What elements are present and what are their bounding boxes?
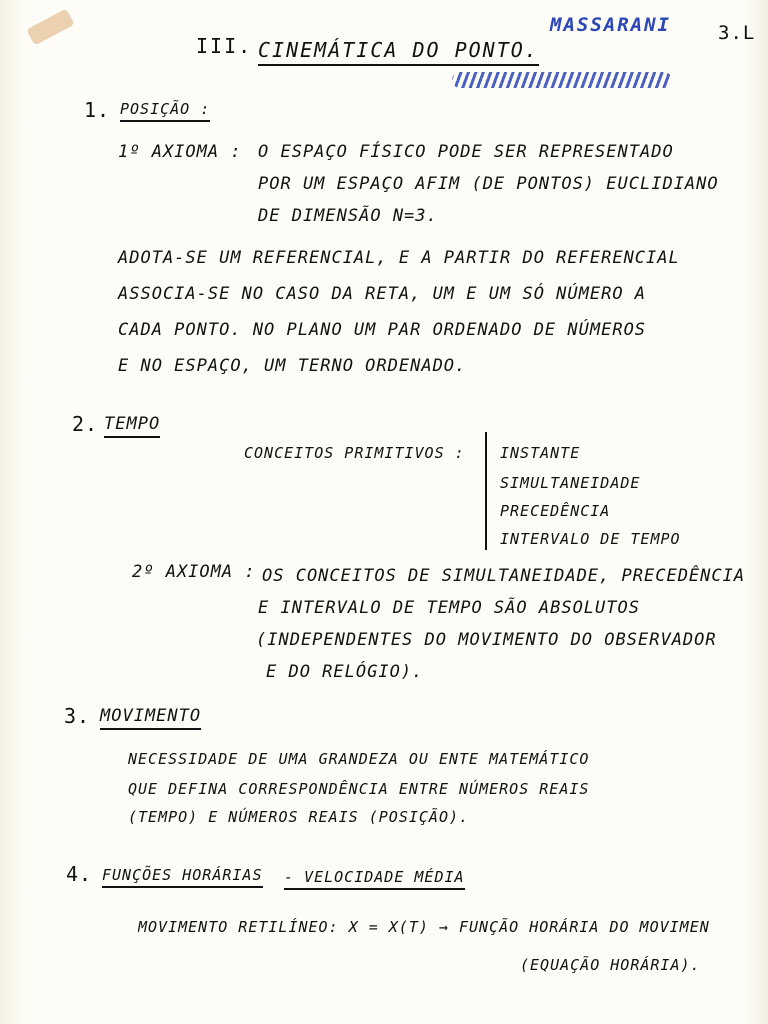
position-paragraph-line: E NO ESPAÇO, UM TERNO ORDENADO. <box>118 356 467 376</box>
position-paragraph-line: ASSOCIA-SE NO CASO DA RETA, UM E UM SÓ NÚMERO A <box>118 284 647 304</box>
page-code: 3.L <box>718 22 756 44</box>
section-4-heading: FUNÇÕES HORÁRIAS <box>102 866 263 888</box>
author-name: MASSARANI <box>550 14 671 36</box>
movement-line: QUE DEFINA CORRESPONDÊNCIA ENTRE NÚMEROS REAIS <box>128 780 590 798</box>
section-3-heading: MOVIMENTO <box>100 706 201 730</box>
section-1-heading: POSIÇÃO : <box>120 100 210 122</box>
section-2-heading: TEMPO <box>104 414 160 438</box>
axiom-1-label: 1º AXIOMA : <box>118 142 242 162</box>
axiom-2-line: OS CONCEITOS DE SIMULTANEIDADE, PRECEDÊNCIA <box>262 566 746 586</box>
section-3-number: 3. <box>64 704 91 728</box>
position-paragraph-line: CADA PONTO. NO PLANO UM PAR ORDENADO DE NÚMEROS <box>118 320 647 340</box>
concept-item: SIMULTANEIDADE <box>500 474 641 492</box>
scribbled-out-text <box>452 72 672 88</box>
movement-line: NECESSIDADE DE UMA GRANDEZA OU ENTE MATEMÁTICO <box>128 750 590 768</box>
movement-line: (TEMPO) E NÚMEROS REAIS (POSIÇÃO). <box>128 808 470 826</box>
section-1-number: 1. <box>84 98 111 122</box>
time-equation-note: (EQUAÇÃO HORÁRIA). <box>520 956 701 974</box>
section-4-number: 4. <box>66 862 93 886</box>
concepts-label: CONCEITOS PRIMITIVOS : <box>244 444 465 462</box>
axiom-2-line: E DO RELÓGIO). <box>266 662 424 682</box>
concept-item: INTERVALO DE TEMPO <box>500 530 681 548</box>
concept-item: INSTANTE <box>500 444 581 462</box>
paper-stain <box>26 8 74 45</box>
concept-item: PRECEDÊNCIA <box>500 502 611 520</box>
section-2-number: 2. <box>72 412 99 436</box>
rectilinear-motion-line: MOVIMENTO RETILÍNEO: X = X(T) → FUNÇÃO HORÁRIA DO MOVIMEN <box>138 918 710 936</box>
page-title: CINEMÁTICA DO PONTO. <box>258 38 539 66</box>
axiom-1-line: DE DIMENSÃO N=3. <box>258 206 438 226</box>
section-roman-numeral: III. <box>196 34 253 58</box>
axiom-1-line: O ESPAÇO FÍSICO PODE SER REPRESENTADO <box>258 142 674 162</box>
axiom-1-line: POR UM ESPAÇO AFIM (DE PONTOS) EUCLIDIANO <box>258 174 719 194</box>
position-paragraph-line: ADOTA-SE UM REFERENCIAL, E A PARTIR DO REFERENCIAL <box>118 248 680 268</box>
axiom-2-line: E INTERVALO DE TEMPO SÃO ABSOLUTOS <box>258 598 640 618</box>
axiom-2-label: 2º AXIOMA : <box>132 562 256 582</box>
concepts-brace <box>485 432 487 550</box>
axiom-2-line: (INDEPENDENTES DO MOVIMENTO DO OBSERVADOR <box>256 630 717 650</box>
section-4-subheading: - VELOCIDADE MÉDIA <box>284 868 465 890</box>
